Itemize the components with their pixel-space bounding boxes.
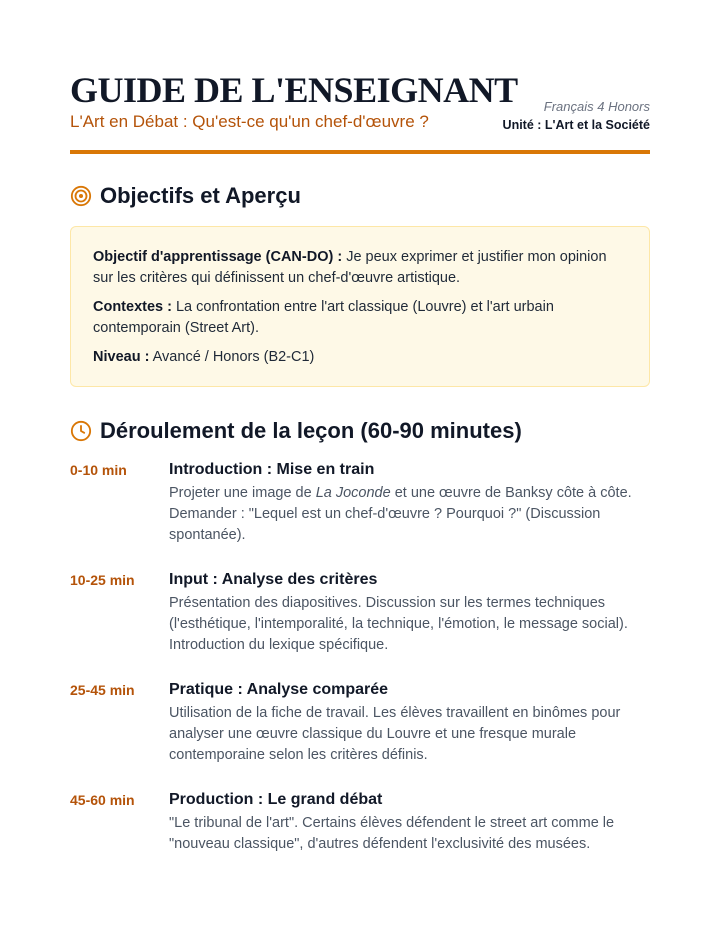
- lesson-timeline: [70, 459, 650, 855]
- step-title: Pratique : Analyse comparée: [169, 681, 389, 698]
- step-body: [169, 569, 650, 656]
- objective-label: Objectif d'apprentissage (CAN-DO) :: [93, 249, 343, 265]
- objectives-box: [70, 226, 650, 387]
- step-description: Présentation des diapositives. Discussion sur les termes techniques (l'esthétique, l'intemporalité, la technique, l'émotion, le message social). Introduction du lexique spécifique.: [169, 595, 628, 653]
- artwork-title: La Joconde: [315, 485, 391, 501]
- document-title: GUIDE DE L'ENSEIGNANT: [70, 70, 518, 110]
- step-body: [169, 789, 650, 855]
- step-description: "Le tribunal de l'art". Certains élèves défendent le street art comme le "nouveau classique", d'autres défendent l'exclusivité des musées.: [169, 815, 615, 852]
- timeline-step: [70, 459, 650, 546]
- level-label: Niveau :: [93, 349, 150, 365]
- clock-icon: [70, 420, 92, 442]
- context-text: La confrontation entre l'art classique (Louvre) et l'art urbain contemporain (Street Art).: [93, 299, 554, 336]
- context-label: Contextes :: [93, 299, 172, 315]
- step-time: 25-45 min: [70, 682, 135, 698]
- step-time: 10-25 min: [70, 572, 135, 588]
- step-description: [169, 483, 650, 546]
- step-body: [169, 459, 650, 546]
- document-subtitle: L'Art en Débat : Qu'est-ce qu'un chef-d'œuvre ?: [70, 112, 429, 131]
- step-time: 45-60 min: [70, 792, 135, 808]
- step-time: 0-10 min: [70, 462, 127, 478]
- step-body: [169, 679, 650, 766]
- course-name: Français 4 Honors: [543, 99, 650, 114]
- step-title: Production : Le grand débat: [169, 791, 383, 808]
- lesson-section: [70, 417, 650, 855]
- course-meta: [503, 98, 650, 134]
- unit-name: Unité : L'Art et la Société: [502, 118, 650, 132]
- step-title: Input : Analyse des critères: [169, 571, 378, 588]
- objective-text: Je peux exprimer et justifier mon opinion sur les critères qui définissent un chef-d'œuvre artistique.: [93, 249, 607, 286]
- timeline-step: [70, 789, 650, 855]
- objectives-heading: Objectifs et Aperçu: [100, 183, 301, 208]
- objectives-heading-row: [70, 182, 650, 210]
- document-header: [70, 0, 650, 154]
- objectives-section: [70, 182, 650, 387]
- level-item: [93, 347, 627, 368]
- step-desc-part: Projeter une image de: [169, 485, 316, 501]
- lesson-heading-row: [70, 417, 650, 445]
- context-item: [93, 297, 627, 339]
- timeline-step: [70, 679, 650, 766]
- lesson-heading: Déroulement de la leçon (60-90 minutes): [100, 418, 522, 443]
- timeline-step: [70, 569, 650, 656]
- level-text: Avancé / Honors (B2-C1): [149, 349, 315, 365]
- step-title: Introduction : Mise en train: [169, 461, 375, 478]
- step-desc-part: et une œuvre de Banksy côte à côte. Demander : "Lequel est un chef-d'œuvre ? Pourquoi ?" (Discussion spontanée).: [169, 485, 632, 543]
- step-description: Utilisation de la fiche de travail. Les élèves travaillent en binômes pour analyser une œuvre classique du Louvre et une fresque murale contemporaine selon les critères définis.: [169, 705, 621, 763]
- target-icon: [70, 185, 92, 207]
- objective-item: [93, 247, 627, 289]
